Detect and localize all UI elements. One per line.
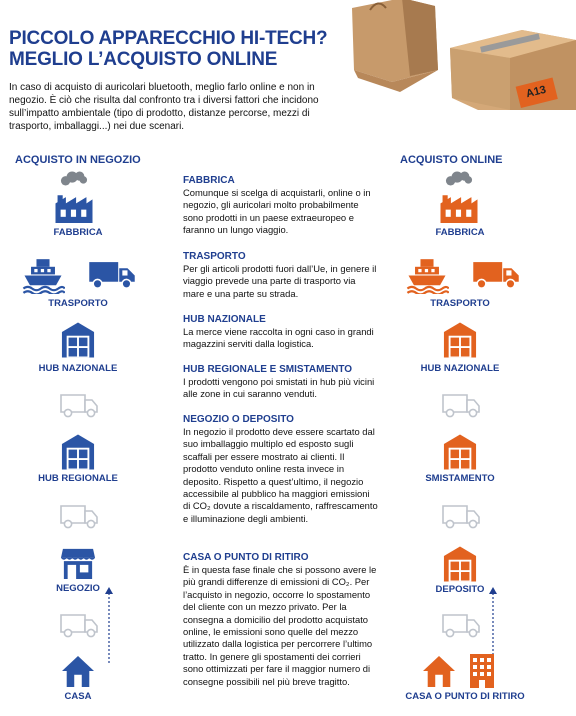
smoke-icon bbox=[445, 170, 473, 186]
warehouse-icon bbox=[61, 433, 95, 470]
return-arrow-icon bbox=[104, 585, 114, 665]
van-icon bbox=[59, 392, 99, 418]
building-icon bbox=[470, 654, 494, 688]
factory-icon bbox=[53, 186, 95, 223]
right-label-hub-nazionale: HUB NAZIONALE bbox=[420, 363, 500, 374]
left-label-hub-regionale: HUB REGIONALE bbox=[38, 473, 118, 484]
return-arrow-icon bbox=[488, 585, 498, 665]
section-trasporto bbox=[183, 250, 378, 300]
left-label-fabbrica: FABBRICA bbox=[53, 227, 103, 238]
right-label-deposito: DEPOSITO bbox=[435, 584, 485, 595]
left-label-trasporto: TRASPORTO bbox=[48, 298, 108, 309]
right-label-trasporto: TRASPORTO bbox=[430, 298, 490, 309]
ship-icon bbox=[21, 257, 65, 294]
right-label-smistamento: SMISTAMENTO bbox=[425, 473, 495, 484]
left-label-negozio: NEGOZIO bbox=[56, 583, 100, 594]
section-heading: NEGOZIO O DEPOSITO bbox=[183, 414, 294, 425]
ship-icon bbox=[405, 257, 449, 294]
truck-icon bbox=[88, 259, 136, 290]
page-title bbox=[9, 28, 349, 70]
section-hub-nazionale bbox=[183, 313, 378, 351]
house-icon bbox=[61, 655, 95, 687]
section-heading: HUB REGIONALE E SMISTAMENTO bbox=[183, 364, 353, 375]
right-column-heading: ACQUISTO ONLINE bbox=[400, 154, 503, 166]
section-body: In negozio il prodotto deve essere scartato dal suo imballaggio multiplo ed esposto sugli scaffali per essere mostrato ai clienti. Il prodotto venduto online resta invece in deposito. Rispetto a quest’ultimo, il negozio accessibile al pubblico ha maggiori emissioni di CO₂ dovute a riscaldamento, raffrescamento e illuminazione degli ambienti. bbox=[183, 426, 378, 524]
section-body: La merce viene raccolta in ogni caso in grandi magazzini serviti dalla logistica. bbox=[183, 326, 374, 350]
section-negozio-o-deposito bbox=[183, 413, 378, 525]
title-line-2: MEGLIO L’ACQUISTO ONLINE bbox=[9, 49, 278, 70]
section-body: Comunque si scelga di acquistarli, online o in negozio, gli auricolari molto probabilmente sono prodotti in un paese extraeuropeo e faranno un lungo viaggio. bbox=[183, 187, 371, 236]
left-label-casa: CASA bbox=[64, 691, 92, 702]
truck-icon bbox=[472, 259, 520, 290]
smoke-icon bbox=[60, 170, 88, 186]
warehouse-icon bbox=[61, 321, 95, 358]
left-column-heading: ACQUISTO IN NEGOZIO bbox=[15, 154, 141, 166]
van-icon bbox=[59, 503, 99, 529]
van-icon bbox=[441, 612, 481, 638]
right-label-casa-o-punto-di-ritiro: CASA O PUNTO DI RITIRO bbox=[405, 691, 525, 702]
warehouse-icon bbox=[443, 321, 477, 358]
section-heading: CASA O PUNTO DI RITIRO bbox=[183, 552, 309, 563]
section-casa-o-punto-di-ritiro bbox=[183, 551, 378, 688]
warehouse-icon bbox=[443, 433, 477, 470]
factory-icon bbox=[438, 186, 480, 223]
intro-text: In caso di acquisto di auricolari bluetooth, meglio farlo online e non in negozio. È ciò che risulta dal confronto tra i diversi fattori che incidono sull’impatto ambientale (tipo di prodotto, distanze percorse, mezzi di trasporto, imballaggi...) nei due scenari. bbox=[9, 82, 319, 132]
section-heading: HUB NAZIONALE bbox=[183, 314, 266, 325]
left-label-hub-nazionale: HUB NAZIONALE bbox=[38, 363, 118, 374]
section-heading: TRASPORTO bbox=[183, 251, 246, 262]
section-hub-regionale bbox=[183, 363, 378, 401]
van-icon bbox=[441, 503, 481, 529]
warehouse-icon bbox=[443, 545, 477, 582]
title-line-1: PICCOLO APPARECCHIO HI-TECH? bbox=[9, 28, 328, 49]
section-heading: FABBRICA bbox=[183, 175, 235, 186]
van-icon bbox=[59, 612, 99, 638]
house-icon bbox=[422, 655, 456, 687]
van-icon bbox=[441, 392, 481, 418]
box-label: A13 bbox=[524, 83, 548, 101]
section-fabbrica bbox=[183, 174, 378, 237]
store-icon bbox=[61, 547, 95, 579]
right-label-fabbrica: FABBRICA bbox=[435, 227, 485, 238]
section-body: I prodotti vengono poi smistati in hub più vicini alle zone in cui saranno venduti. bbox=[183, 376, 375, 400]
section-body: È in questa fase finale che si possono avere le più grandi differenze di emissioni di CO₂. Per l’acquisto in negozio, occorre lo spostamento del cliente con un mezzo privato. Per la consegna a domicilio del prodotto acquistato online, le emissioni sono quelle del mezzo utilizzato dalla logistica per percorrere l’ultimo tratto. In genere gli spostamenti dei corrieri sono ottimizzati per fare il maggior numero di consegne possibili nel più breve tragitto. bbox=[183, 564, 377, 687]
section-body: Per gli articoli prodotti fuori dall’Ue, in genere il viaggio prevede una parte di trasporto via mare e una parte su strada. bbox=[183, 263, 377, 299]
